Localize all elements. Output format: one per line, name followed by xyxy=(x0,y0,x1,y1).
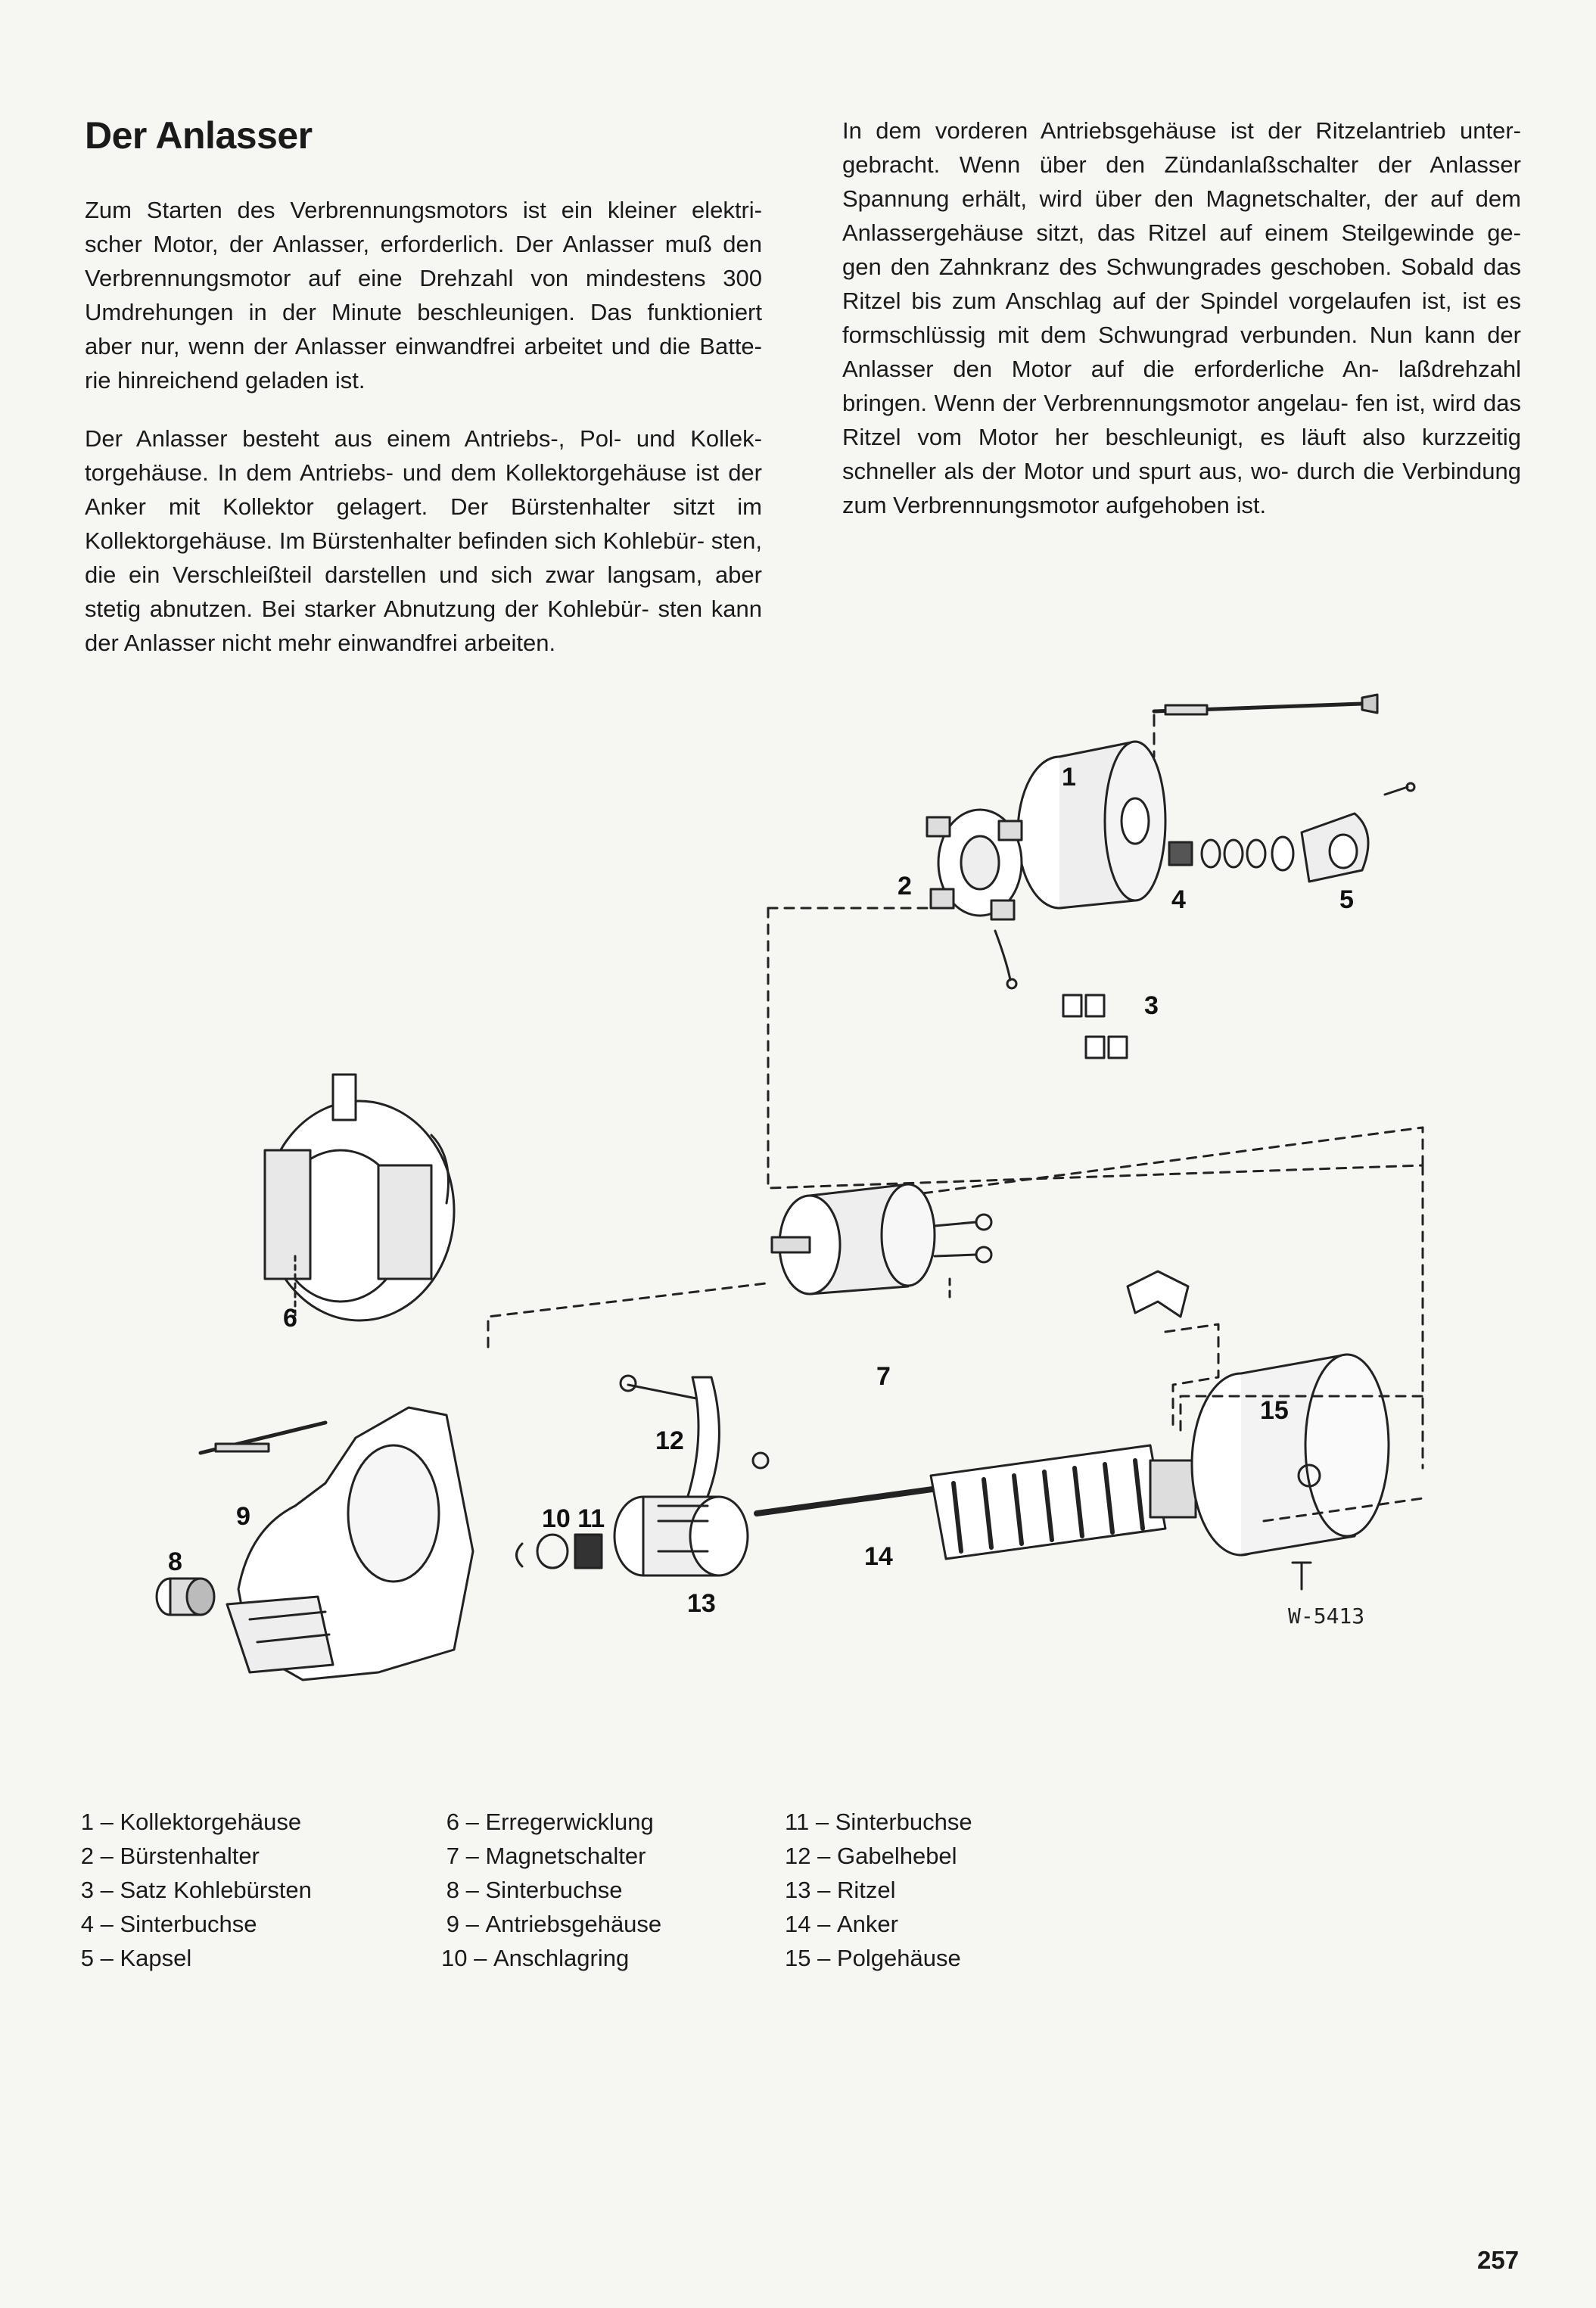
legend-dash: – xyxy=(465,1843,479,1869)
legend-column xyxy=(76,1805,439,1975)
part-15-pole-housing xyxy=(1192,1355,1389,1589)
legend-item xyxy=(76,1907,439,1941)
callout-3: 3 xyxy=(1144,991,1159,1020)
legend-number: 10 xyxy=(441,1945,468,1971)
legend-item xyxy=(76,1839,439,1873)
right-text-column xyxy=(842,114,1521,546)
legend-dash: – xyxy=(817,1877,831,1903)
part-7-solenoid-switch xyxy=(772,1184,991,1294)
legend-number: 6 xyxy=(446,1809,459,1835)
callout-13: 13 xyxy=(687,1589,716,1618)
paragraph: Zum Starten des Verbrennungsmotors ist ein kleiner elektri- scher Motor, der Anlasser, erforderlich. Der Anlasser muß den Verbrennungsmotor auf eine Drehzahl von mindestens 300 Umdrehungen in der Minute beschleunigen. Das funktioniert aber nur, wenn der Anlasser einwandfrei arbeitet und die Batte- rie hinreichend geladen ist. xyxy=(85,197,762,393)
legend-number: 2 xyxy=(80,1843,94,1869)
legend-dash: – xyxy=(465,1911,479,1937)
legend-number: 9 xyxy=(446,1911,459,1937)
legend-column xyxy=(441,1805,782,1975)
starter-exploded-diagram xyxy=(0,681,1596,1756)
legend-number: 11 xyxy=(785,1809,810,1835)
legend-number: 5 xyxy=(80,1945,94,1971)
legend-number: 4 xyxy=(80,1911,94,1937)
legend-dash: – xyxy=(817,1843,831,1869)
paragraph: Der Anlasser besteht aus einem Antriebs-, Pol- und Kollek- torgehäuse. In dem Antriebs- und dem Kollektorgehäuse ist der Anker mit Kollektor gelagert. Der Bürstenhalter sitzt im Kollektorgehäuse. Im Bürstenhalter befinden sich Kohlebür- sten, die ein Verschleißteil darstellen und sich zwar langsam, aber stetig abnutzen. Bei starker Abnutzung der Kohlebür- sten kann der Anlasser nicht mehr einwandfrei arbeiten. xyxy=(85,425,762,656)
part-8-bushing xyxy=(157,1579,214,1615)
callout-9: 9 xyxy=(236,1502,250,1531)
legend-label: Anker xyxy=(836,1911,898,1937)
part-13-pinion xyxy=(614,1497,748,1575)
legend-dash: – xyxy=(100,1877,114,1903)
callout-10-11: 10 11 xyxy=(542,1504,605,1533)
legend-label: Kapsel xyxy=(120,1945,192,1971)
legend-dash: – xyxy=(100,1809,114,1835)
callout-6: 6 xyxy=(283,1304,297,1333)
part-9-drive-housing xyxy=(201,1408,473,1680)
legend-item xyxy=(76,1941,439,1975)
legend-item xyxy=(76,1873,439,1907)
callout-12: 12 xyxy=(655,1426,684,1455)
legend-item xyxy=(441,1839,782,1873)
page-number: 257 xyxy=(1477,2246,1520,2274)
legend-item xyxy=(785,1805,1087,1839)
callout-15: 15 xyxy=(1260,1396,1289,1425)
figure-code: W-5413 xyxy=(1288,1603,1365,1628)
legend-item xyxy=(441,1941,782,1975)
legend-label: Ritzel xyxy=(836,1877,896,1903)
legend-dash: – xyxy=(817,1945,831,1971)
part-3-carbon-brushes xyxy=(1063,995,1127,1058)
legend-item xyxy=(785,1907,1087,1941)
legend-label: Gabelhebel xyxy=(836,1843,957,1869)
legend-item xyxy=(785,1839,1087,1873)
part-4-and-5-bushing-cap xyxy=(1169,783,1414,882)
legend-dash: – xyxy=(817,1911,831,1937)
legend-dash: – xyxy=(100,1843,114,1869)
legend-label: Magnetschalter xyxy=(485,1843,646,1869)
legend-dash: – xyxy=(100,1945,114,1971)
part-6-field-winding xyxy=(265,1075,454,1320)
section-title: Der Anlasser xyxy=(85,114,313,157)
legend-label: Satz Kohlebürsten xyxy=(120,1877,312,1903)
legend-label: Sinterbuchse xyxy=(485,1877,623,1903)
legend-dash: – xyxy=(815,1809,829,1835)
legend-number: 15 xyxy=(785,1945,811,1971)
legend-number: 8 xyxy=(446,1877,459,1903)
legend-number: 13 xyxy=(785,1877,811,1903)
callout-1: 1 xyxy=(1062,763,1076,792)
callout-7: 7 xyxy=(876,1362,891,1391)
part-1-collector-housing xyxy=(1018,742,1165,908)
legend-dash: – xyxy=(465,1877,479,1903)
legend-number: 7 xyxy=(446,1843,459,1869)
legend-item xyxy=(441,1805,782,1839)
legend-column xyxy=(785,1805,1087,1975)
legend-item xyxy=(76,1805,439,1839)
callout-14: 14 xyxy=(864,1542,893,1571)
legend-dash: – xyxy=(474,1945,487,1971)
legend-label: Erregerwicklung xyxy=(485,1809,654,1835)
legend-dash: – xyxy=(465,1809,479,1835)
through-bolt-top xyxy=(1154,695,1377,714)
part-12-shift-fork xyxy=(621,1376,768,1513)
callout-4: 4 xyxy=(1171,885,1186,914)
legend-item xyxy=(785,1873,1087,1907)
parts-10-11-ring-bushing xyxy=(517,1535,602,1568)
legend-label: Polgehäuse xyxy=(836,1945,961,1971)
legend-item xyxy=(785,1941,1087,1975)
legend-label: Anschlagring xyxy=(493,1945,630,1971)
diagram-drawing xyxy=(0,681,1596,1756)
legend-label: Antriebsgehäuse xyxy=(485,1911,662,1937)
legend-number: 12 xyxy=(785,1843,811,1869)
legend-dash: – xyxy=(100,1911,114,1937)
paragraph: In dem vorderen Antriebsgehäuse ist der Ritzelantrieb unter- gebracht. Wenn über den Zündanlaßschalter der Anlasser Spannung erhält, wird über den Magnetschalter, der auf dem Anlassergehäuse sitzt, das Ritzel auf einem Steilgewinde ge- gen den Zahnkranz des Schwungrades geschoben. Sobald das Ritzel bis zum Anschlag auf der Spindel vorgelaufen ist, ist es formschlüssig mit dem Schwungrad verbunden. Nun kann der Anlasser den Motor auf die erforderliche An- laßdrehzahl bringen. Wenn der Verbrennungsmotor angelau- fen ist, wird das Ritzel vom Motor her beschleunigt, es läuft also kurzzeitig schneller als der Motor und spurt aus, wo- durch die Verbindung zum Verbrennungsmotor aufgehoben ist. xyxy=(842,117,1521,518)
part-14-armature xyxy=(757,1445,1226,1559)
legend-number: 3 xyxy=(80,1877,94,1903)
legend-label: Sinterbuchse xyxy=(120,1911,257,1937)
legend-number: 1 xyxy=(80,1809,94,1835)
legend-item xyxy=(441,1873,782,1907)
part-2-brush-holder xyxy=(927,810,1022,988)
callout-2: 2 xyxy=(898,872,912,900)
legend-label: Sinterbuchse xyxy=(835,1809,972,1835)
legend-label: Kollektorgehäuse xyxy=(120,1809,302,1835)
callout-5: 5 xyxy=(1339,885,1354,914)
legend-number: 14 xyxy=(785,1911,811,1937)
rubber-seal xyxy=(1128,1271,1188,1317)
legend-item xyxy=(441,1907,782,1941)
left-text-column xyxy=(85,193,762,684)
legend-label: Bürstenhalter xyxy=(120,1843,260,1869)
callout-8: 8 xyxy=(168,1547,182,1576)
